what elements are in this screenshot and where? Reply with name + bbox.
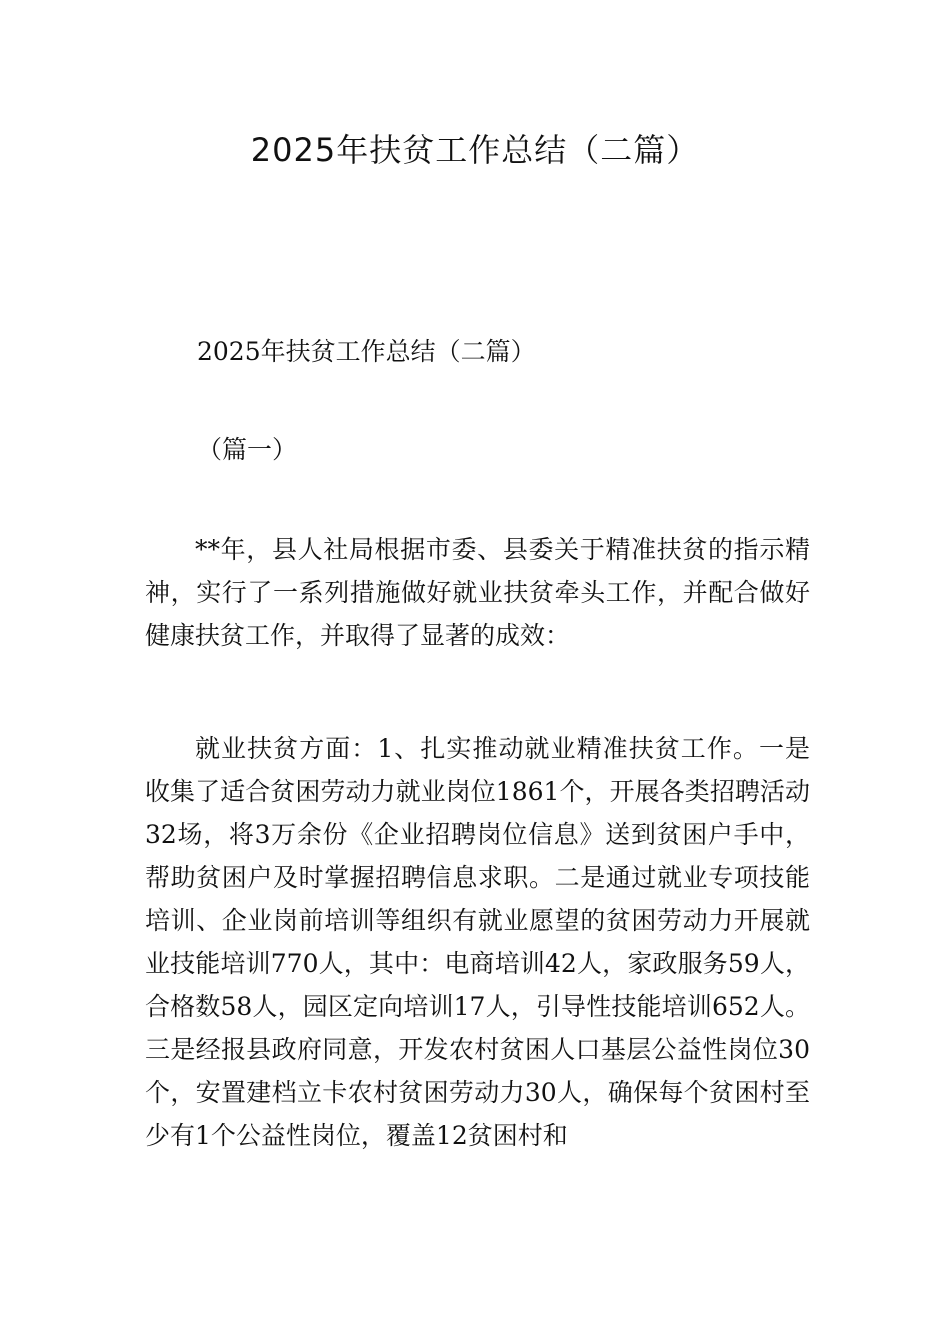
paragraph-intro: **年，县人社局根据市委、县委关于精准扶贫的指示精神，实行了一系列措施做好就业扶贫牵头工作，并配合做好健康扶贫工作，并取得了显著的成效： bbox=[145, 535, 810, 650]
paragraph-employment: 就业扶贫方面：1、扎实推动就业精准扶贫工作。一是收集了适合贫困劳动力就业岗位1861个，开展各类招聘活动32场，将3万余份《企业招聘岗位信息》送到贫困户手中，帮助贫困户及时掌握招聘信息求职。二是通过就业专项技能培训、企业岗前培训等组织有就业愿望的贫困劳动力开展就业技能培训770人，其中：电商培训42人，家政服务59人，合格数58人，园区定向培训17人，引导性技能培训652人。三是经报县政府同意，开发农村贫困人口基层公益性岗位30个，安置建档立卡农村贫困劳动力30人，确保每个贫困村至少有1个公益性岗位，覆盖12贫困村和 bbox=[145, 734, 810, 1150]
document-title: 2025年扶贫工作总结（二篇） bbox=[250, 131, 700, 169]
document-subtitle: 2025年扶贫工作总结（二篇） bbox=[197, 337, 536, 366]
section-label: （篇一） bbox=[197, 435, 298, 464]
